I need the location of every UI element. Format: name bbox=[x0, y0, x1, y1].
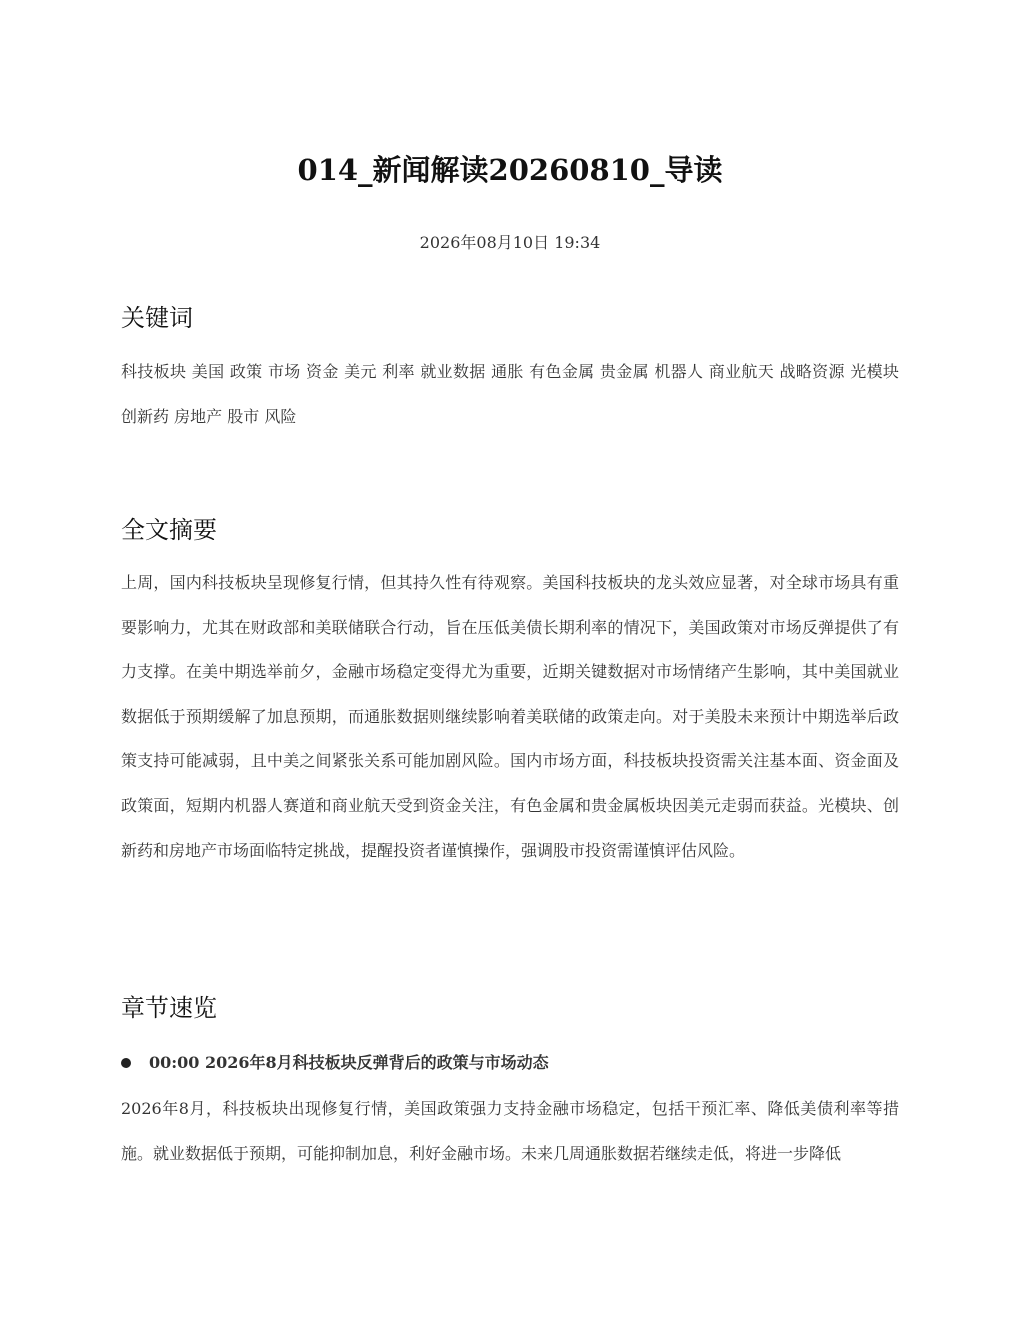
keyword: 房地产 bbox=[174, 406, 223, 426]
keyword: 贵金属 bbox=[599, 362, 649, 381]
chapter-title: 00:00 2026年8月科技板块反弹背后的政策与市场动态 bbox=[149, 1053, 549, 1072]
keyword: 美元 bbox=[344, 362, 377, 381]
keyword: 市场 bbox=[267, 362, 301, 381]
keyword: 利率 bbox=[382, 362, 415, 381]
keyword: 政策 bbox=[229, 362, 263, 381]
publish-date: 2026年08月10日 19:34 bbox=[419, 233, 601, 252]
chapter-text: 2026年8月，科技板块出现修复行情，美国政策强力支持金融市场稳定，包括干预汇率、降低美债利率等措施。就业数据低于预期，可能抑制加息，利好金融市场。未来几周通胀数据若继续走低，将进一步降低 bbox=[121, 1099, 899, 1163]
keywords-list bbox=[121, 350, 899, 439]
keyword-line bbox=[121, 350, 899, 395]
chapter-item bbox=[121, 1050, 899, 1076]
keywords-heading: 关键词 bbox=[121, 304, 193, 332]
keyword-line bbox=[121, 395, 899, 440]
keyword: 资金 bbox=[306, 362, 339, 381]
keyword: 就业数据 bbox=[420, 362, 486, 381]
keyword: 股市 bbox=[227, 406, 260, 426]
bullet-dot-icon bbox=[121, 1058, 131, 1068]
keyword: 通胀 bbox=[491, 362, 524, 381]
keyword: 创新药 bbox=[121, 406, 170, 426]
keyword: 科技板块 bbox=[121, 362, 187, 381]
keyword: 美国 bbox=[191, 362, 225, 381]
keyword: 风险 bbox=[264, 406, 297, 426]
keyword: 机器人 bbox=[654, 362, 704, 381]
keyword: 战略资源 bbox=[779, 362, 845, 381]
chapters-heading: 章节速览 bbox=[121, 994, 217, 1022]
summary-heading: 全文摘要 bbox=[121, 516, 217, 544]
keyword: 光模块 bbox=[850, 362, 899, 381]
keyword: 有色金属 bbox=[529, 362, 595, 381]
document-title: 014_新闻解读20260810_导读 bbox=[297, 153, 723, 187]
summary-text: 上周，国内科技板块呈现修复行情，但其持久性有待观察。美国科技板块的龙头效应显著，对全球市场具有重要影响力，尤其在财政部和美联储联合行动，旨在压低美债长期利率的情况下，美国政策对市场反弹提供了有力支撑。在美中期选举前夕，金融市场稳定变得尤为重要，近期关键数据对市场情绪产生影响，其中美国就业数据低于预期缓解了加息预期，而通胀数据则继续影响着美联储的政策走向。对于美股未来预计中期选举后政策支持可能减弱，且中美之间紧张关系可能加剧风险。国内市场方面，科技板块投资需关注基本面、资金面及政策面，短期内机器人赛道和商业航天受到资金关注，有色金属和贵金属板块因美元走弱而获益。光模块、创新药和房地产市场面临特定挑战，提醒投资者谨慎操作，强调股市投资需谨慎评估风险。 bbox=[121, 573, 899, 860]
keyword: 商业航天 bbox=[708, 362, 775, 381]
